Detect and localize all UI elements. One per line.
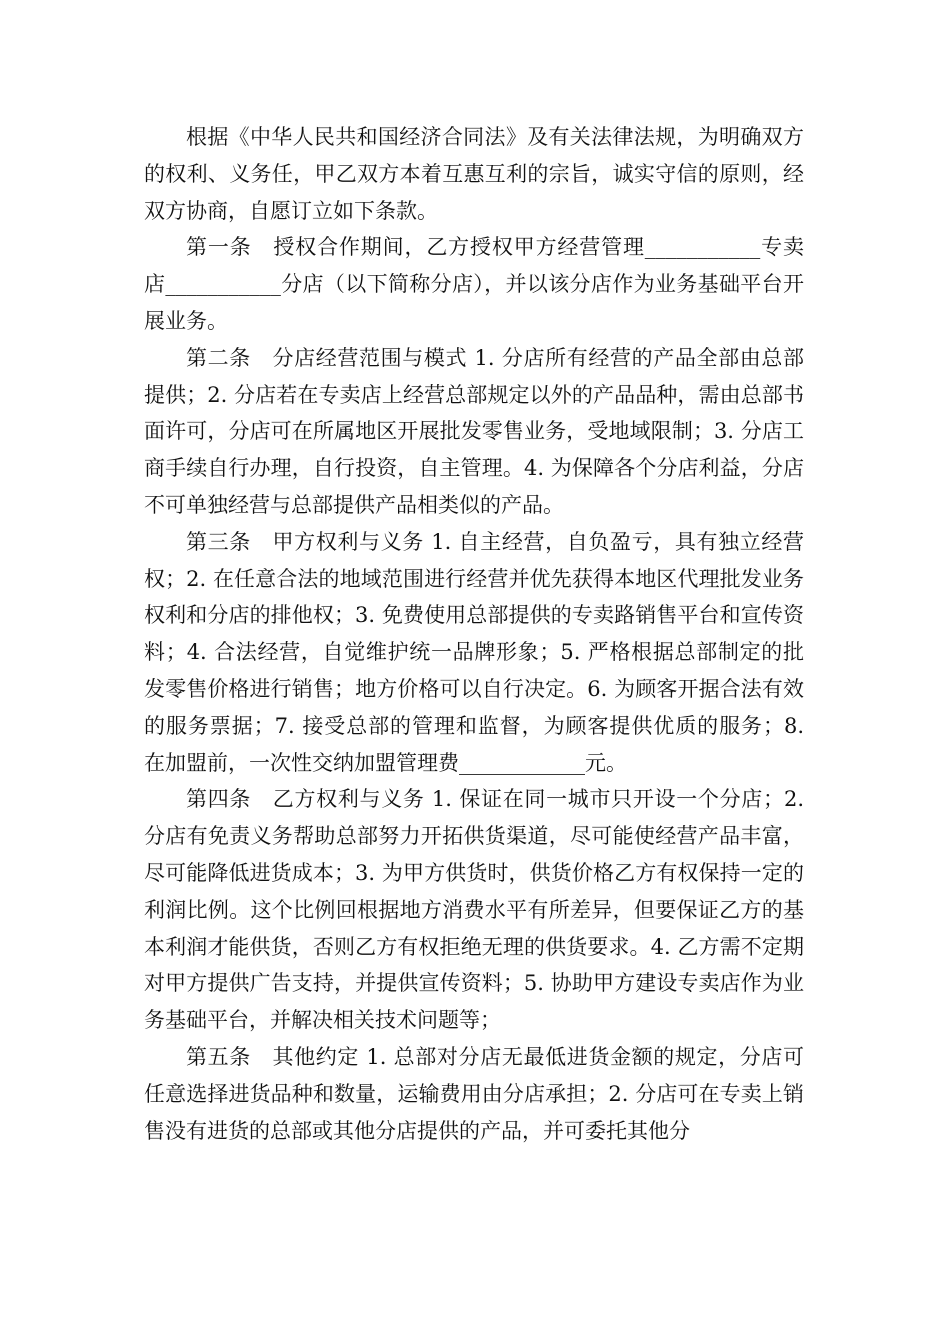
article-1-paragraph: 第一条 授权合作期间，乙方授权甲方经营管理___________专卖店___________分店（以下简称分店），并以该分店作为业务基础平台开展业务。	[144, 235, 804, 333]
article-5-paragraph: 第五条 其他约定 1. 总部对分店无最低进货金额的规定，分店可任意选择进货品种和数量，运输费用由分店承担；2. 分店可在专卖上销售没有进货的总部或其他分店提供的产品，并可委托其他分	[144, 1044, 804, 1143]
preamble-paragraph: 根据《中华人民共和国经济合同法》及有关法律法规，为明确双方的权利、义务任，甲乙双方本着互惠互利的宗旨，诚实守信的原则，经双方协商，自愿订立如下条款。	[144, 125, 804, 223]
contract-body	[144, 119, 804, 1149]
article-4-paragraph: 第四条 乙方权利与义务 1. 保证在同一城市只开设一个分店；2. 分店有免责义务帮助总部努力开拓供货渠道，尽可能使经营产品丰富，尽可能降低进货成本；3. 为甲方供货时，供货价格乙方有权保持一定的利润比例。这个比例回根据地方消费水平有所差异，但要保证乙方的基本利润才能供货，否则乙方有权拒绝无理的供货要求。4. 乙方需不定期对甲方提供广告支持，并提供宣传资料；5. 协助甲方建设专卖店作为业务基础平台，并解决相关技术问题等；	[144, 787, 804, 1033]
article-2-paragraph: 第二条 分店经营范围与模式 1. 分店所有经营的产品全部由总部提供；2. 分店若在专卖店上经营总部规定以外的产品品种，需由总部书面许可，分店可在所属地区开展批发零售业务，受地域限制；3. 分店工商手续自行办理，自行投资，自主管理。4. 为保障各个分店利益，分店不可单独经营与总部提供产品相类似的产品。	[144, 345, 804, 517]
article-3-paragraph: 第三条 甲方权利与义务 1. 自主经营，自负盈亏，具有独立经营权；2. 在任意合法的地域范围进行经营并优先获得本地区代理批发业务权利和分店的排他权；3. 免费使用总部提供的专卖路销售平台和宣传资料；4. 合法经营，自觉维护统一品牌形象；5. 严格根据总部制定的批发零售价格进行销售；地方价格可以自行决定。6. 为顾客开据合法有效的服务票据；7. 接受总部的管理和监督，为顾客提供优质的服务；8. 在加盟前，一次性交纳加盟管理费____________元。	[144, 529, 804, 775]
